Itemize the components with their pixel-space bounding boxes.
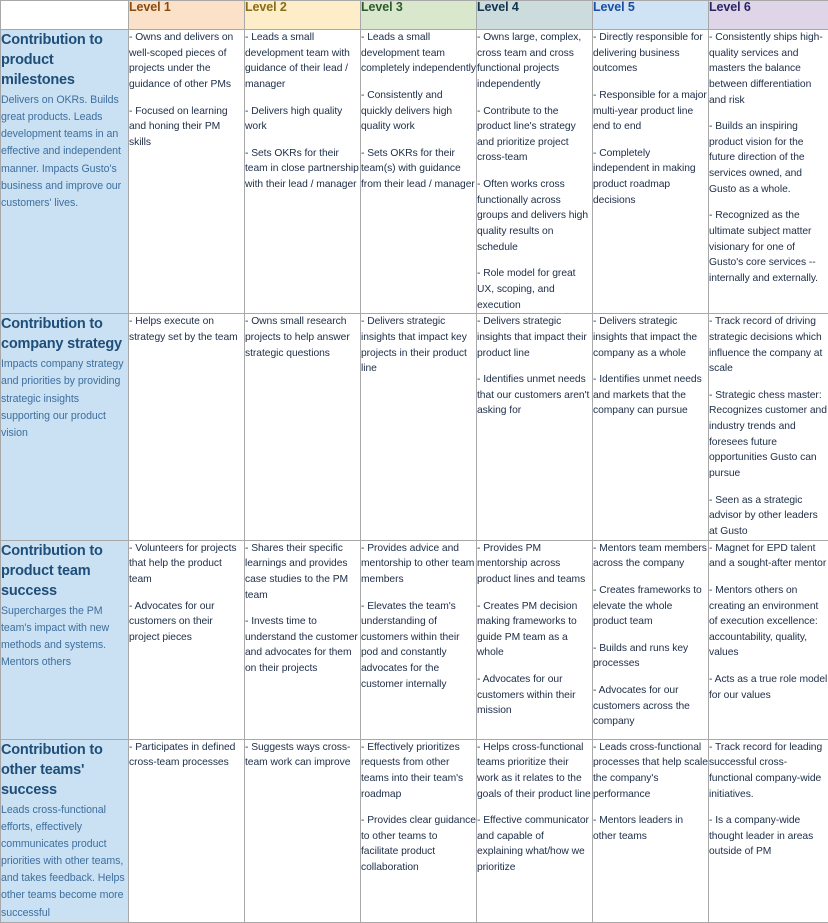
bullet-item: - Completely independent in making product roadmap decisions (593, 146, 708, 209)
bullet-item: - Identifies unmet needs and markets that the company can pursue (593, 372, 708, 419)
cell-row0-level5 (593, 30, 709, 314)
bullet-item: - Delivers strategic insights that impact the company as a whole (593, 314, 708, 361)
bullet-list (477, 30, 592, 313)
table-row (1, 540, 828, 739)
cell-row0-level3 (361, 30, 477, 314)
bullet-item: - Builds and runs key processes (593, 641, 708, 672)
dimension-title: Contribution to product team success (1, 541, 128, 601)
bullet-list (709, 30, 828, 287)
bullet-item: - Mentors leaders in other teams (593, 813, 708, 844)
bullet-item: - Leads a small development team completely independently (361, 30, 476, 77)
bullet-item: - Participates in defined cross-team processes (129, 740, 244, 771)
cell-row1-level1 (129, 314, 245, 540)
bullet-item: - Shares their specific learnings and provides case studies to the PM team (245, 541, 360, 604)
bullet-list (361, 30, 476, 193)
bullet-item: - Helps execute on strategy set by the team (129, 314, 244, 345)
bullet-item: - Volunteers for projects that help the product team (129, 541, 244, 588)
bullet-list (245, 740, 360, 771)
cell-row1-level2 (245, 314, 361, 540)
bullet-item: - Provides clear guidance to other teams to facilitate product collaboration (361, 813, 476, 876)
bullet-item: - Recognized as the ultimate subject matter visionary for one of Gusto's core services -- internally and externally. (709, 208, 828, 286)
bullet-item: - Directly responsible for delivering business outcomes (593, 30, 708, 77)
bullet-item: - Mentors others on creating an environment of execution excellence: accountability, quality, values (709, 583, 828, 661)
bullet-item: - Sets OKRs for their team(s) with guidance from their lead / manager (361, 146, 476, 193)
bullet-list (709, 541, 828, 704)
bullet-list (129, 740, 244, 771)
bullet-item: - Helps cross-functional teams prioritize their work as it relates to the goals of their product line (477, 740, 592, 803)
bullet-item: - Creates PM decision making frameworks to guide PM team as a whole (477, 599, 592, 662)
bullet-list (129, 30, 244, 150)
bullet-list (129, 314, 244, 345)
dimension-title: Contribution to other teams' success (1, 740, 128, 800)
table-body (1, 30, 828, 923)
bullet-list (361, 314, 476, 377)
cell-row3-level2 (245, 739, 361, 922)
dimension-cell (1, 314, 129, 540)
dimension-description: Impacts company strategy and priorities by providing strategic insights supporting our product vision (1, 356, 128, 442)
bullet-item: - Contribute to the product line's strategy and prioritize project cross-team (477, 104, 592, 167)
bullet-item: - Provides advice and mentorship to other team members (361, 541, 476, 588)
bullet-item: - Invests time to understand the customer and advocates for them on their projects (245, 614, 360, 677)
cell-row2-level2 (245, 540, 361, 739)
bullet-item: - Suggests ways cross-team work can improve (245, 740, 360, 771)
column-header-level-2: Level 2 (245, 1, 361, 30)
cell-row2-level5 (593, 540, 709, 739)
table-row (1, 739, 828, 922)
bullet-item: - Leads cross-functional processes that help scale the company's performance (593, 740, 708, 803)
dimension-description: Leads cross-functional efforts, effectively communicates product priorities with other teams, and takes feedback. Helps other teams become more successful (1, 802, 128, 922)
dimension-title: Contribution to company strategy (1, 314, 128, 354)
cell-row0-level4 (477, 30, 593, 314)
bullet-item: - Seen as a strategic advisor by other leaders at Gusto (709, 493, 828, 540)
cell-row3-level1 (129, 739, 245, 922)
bullet-item: - Identifies unmet needs that our customers aren't asking for (477, 372, 592, 419)
bullet-item: - Strategic chess master: Recognizes customer and industry trends and foresees future opportunities Gusto can pursue (709, 388, 828, 482)
table-row (1, 30, 828, 314)
cell-row1-level5 (593, 314, 709, 540)
bullet-list (593, 541, 708, 730)
bullet-item: - Sets OKRs for their team in close partnership with their lead / manager (245, 146, 360, 193)
bullet-list (477, 314, 592, 419)
cell-row2-level1 (129, 540, 245, 739)
bullet-list (593, 740, 708, 845)
bullet-list (709, 740, 828, 860)
table-row (1, 314, 828, 540)
cell-row1-level6 (709, 314, 828, 540)
bullet-item: - Mentors team members across the company (593, 541, 708, 572)
cell-row0-level1 (129, 30, 245, 314)
bullet-list (593, 30, 708, 208)
bullet-item: - Owns and delivers on well-scoped pieces of projects under the guidance of other PMs (129, 30, 244, 93)
bullet-list (245, 541, 360, 677)
header-corner-cell (1, 1, 129, 30)
column-header-level-3: Level 3 (361, 1, 477, 30)
bullet-list (361, 740, 476, 876)
bullet-item: - Advocates for our customers on their project pieces (129, 599, 244, 646)
bullet-item: - Owns small research projects to help answer strategic questions (245, 314, 360, 361)
bullet-item: - Builds an inspiring product vision for the future direction of the services owned, and Gusto as a whole. (709, 119, 828, 197)
bullet-item: - Delivers strategic insights that impact key projects in their product line (361, 314, 476, 377)
bullet-item: - Provides PM mentorship across product lines and teams (477, 541, 592, 588)
bullet-item: - Responsible for a major multi-year product line end to end (593, 88, 708, 135)
bullet-item: - Delivers high quality work (245, 104, 360, 135)
cell-row0-level6 (709, 30, 828, 314)
bullet-item: - Effectively prioritizes requests from other teams into their team's roadmap (361, 740, 476, 803)
column-header-level-6: Level 6 (709, 1, 828, 30)
column-header-level-5: Level 5 (593, 1, 709, 30)
dimension-cell (1, 540, 129, 739)
cell-row3-level6 (709, 739, 828, 922)
bullet-item: - Effective communicator and capable of explaining what/how we prioritize (477, 813, 592, 876)
bullet-list (477, 541, 592, 719)
cell-row1-level3 (361, 314, 477, 540)
bullet-item: - Owns large, complex, cross team and cross functional projects independently (477, 30, 592, 93)
bullet-item: - Track record for leading successful cross-functional company-wide initiatives. (709, 740, 828, 803)
bullet-list (709, 314, 828, 539)
bullet-item: - Acts as a true role model for our values (709, 672, 828, 703)
column-header-level-4: Level 4 (477, 1, 593, 30)
cell-row2-level3 (361, 540, 477, 739)
table-header-row (1, 1, 828, 30)
column-header-level-1: Level 1 (129, 1, 245, 30)
cell-row2-level4 (477, 540, 593, 739)
dimension-cell (1, 739, 129, 922)
bullet-item: - Elevates the team's understanding of customers within their pod and constantly advocates for the customer internally (361, 599, 476, 693)
bullet-item: - Is a company-wide thought leader in areas outside of PM (709, 813, 828, 860)
dimension-cell (1, 30, 129, 314)
cell-row3-level4 (477, 739, 593, 922)
cell-row3-level3 (361, 739, 477, 922)
bullet-item: - Leads a small development team with guidance of their lead / manager (245, 30, 360, 93)
bullet-item: - Role model for great UX, scoping, and execution (477, 266, 592, 313)
cell-row1-level4 (477, 314, 593, 540)
bullet-item: - Focused on learning and honing their PM skills (129, 104, 244, 151)
bullet-list (245, 314, 360, 361)
bullet-item: - Advocates for our customers within their mission (477, 672, 592, 719)
cell-row0-level2 (245, 30, 361, 314)
bullet-item: - Creates frameworks to elevate the whole product team (593, 583, 708, 630)
cell-row3-level5 (593, 739, 709, 922)
bullet-list (245, 30, 360, 193)
bullet-list (129, 541, 244, 646)
dimension-title: Contribution to product milestones (1, 30, 128, 90)
bullet-item: - Consistently and quickly delivers high quality work (361, 88, 476, 135)
dimension-description: Delivers on OKRs. Builds great products. Leads development teams in an effective and independent manner. Impacts Gusto's business and improve our customers' lives. (1, 92, 128, 212)
bullet-list (361, 541, 476, 693)
bullet-item: - Advocates for our customers across the company (593, 683, 708, 730)
bullet-item: - Consistently ships high-quality services and masters the balance between differentiation and risk (709, 30, 828, 108)
dimension-description: Supercharges the PM team's impact with new methods and systems. Mentors others (1, 603, 128, 672)
bullet-list (593, 314, 708, 419)
bullet-item: - Often works cross functionally across groups and delivers high quality results on schedule (477, 177, 592, 255)
cell-row2-level6 (709, 540, 828, 739)
bullet-list (477, 740, 592, 876)
bullet-item: - Track record of driving strategic decisions which influence the company at scale (709, 314, 828, 377)
bullet-item: - Magnet for EPD talent and a sought-after mentor (709, 541, 828, 572)
bullet-item: - Delivers strategic insights that impact their product line (477, 314, 592, 361)
